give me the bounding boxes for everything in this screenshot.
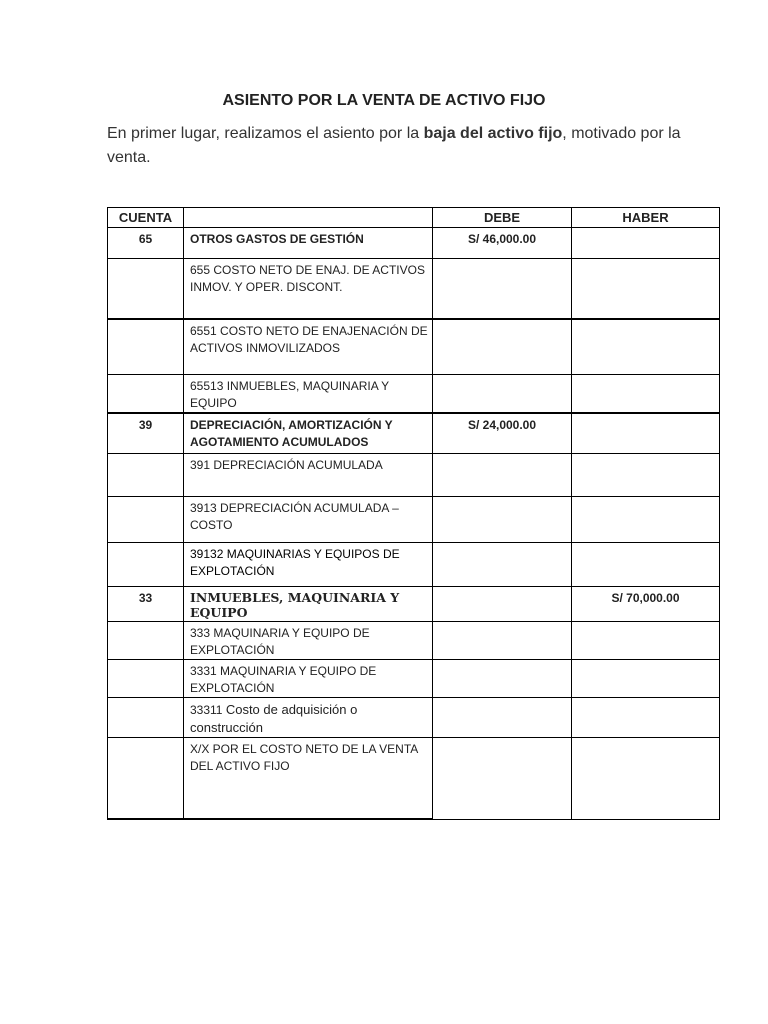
cell-cuenta: 33 xyxy=(108,586,184,621)
cell-debe xyxy=(433,259,572,319)
cell-description xyxy=(184,697,433,737)
table-row xyxy=(108,659,720,697)
table-header-row xyxy=(108,208,720,228)
table-row xyxy=(108,621,720,659)
cell-haber xyxy=(572,413,720,453)
cell-debe xyxy=(433,621,572,659)
cell-cuenta xyxy=(108,542,184,586)
table-row xyxy=(108,453,720,496)
cell-debe xyxy=(433,659,572,697)
cell-haber xyxy=(572,621,720,659)
cell-haber xyxy=(572,542,720,586)
cell-description: OTROS GASTOS DE GESTIÓN xyxy=(184,228,433,259)
cell-haber xyxy=(572,453,720,496)
cell-cuenta xyxy=(108,737,184,819)
journal-entry-table xyxy=(107,207,720,820)
table-row xyxy=(108,375,720,414)
cell-cuenta xyxy=(108,453,184,496)
cell-cuenta xyxy=(108,496,184,542)
cell-description: 333 MAQUINARIA Y EQUIPO DE EXPLOTACIÓN xyxy=(184,621,433,659)
cell-haber xyxy=(572,375,720,414)
cell-description: 6551 COSTO NETO DE ENAJENACIÓN DE ACTIVOS INMOVILIZADOS xyxy=(184,319,433,375)
cell-cuenta xyxy=(108,319,184,375)
cell-haber xyxy=(572,737,720,819)
intro-text-end: , motivado por la venta. xyxy=(107,125,681,166)
cell-cuenta: 39 xyxy=(108,413,184,453)
cell-haber xyxy=(572,659,720,697)
header-cuenta: CUENTA xyxy=(108,208,184,228)
cell-description: INMUEBLES, MAQUINARIA Y EQUIPO xyxy=(184,586,433,621)
cell-cuenta: 65 xyxy=(108,228,184,259)
cell-debe xyxy=(433,496,572,542)
cell-debe xyxy=(433,453,572,496)
table-row xyxy=(108,319,720,375)
cell-debe: S/ 24,000.00 xyxy=(433,413,572,453)
header-debe: DEBE xyxy=(433,208,572,228)
cell-description: 65513 INMUEBLES, MAQUINARIA Y EQUIPO xyxy=(184,375,433,414)
cell-cuenta xyxy=(108,375,184,414)
intro-text-start: En primer lugar, realizamos el asiento por la xyxy=(107,125,424,142)
cell-cuenta xyxy=(108,259,184,319)
cell-haber xyxy=(572,259,720,319)
table-row xyxy=(108,228,720,259)
intro-text-bold: baja del activo fijo xyxy=(423,125,563,142)
table-row xyxy=(108,697,720,737)
cell-description: DEPRECIACIÓN, AMORTIZACIÓN Y AGOTAMIENTO ACUMULADOS xyxy=(184,413,433,453)
cell-cuenta xyxy=(108,659,184,697)
cell-description: 391 DEPRECIACIÓN ACUMULADA xyxy=(184,453,433,496)
cell-debe xyxy=(433,737,572,819)
document-title: ASIENTO POR LA VENTA DE ACTIVO FIJO xyxy=(222,92,546,109)
cell-haber xyxy=(572,319,720,375)
cell-description: 655 COSTO NETO DE ENAJ. DE ACTIVOS INMOV. Y OPER. DISCONT. xyxy=(184,259,433,319)
header-haber: HABER xyxy=(572,208,720,228)
table-row xyxy=(108,413,720,453)
cell-description: X/X POR EL COSTO NETO DE LA VENTA DEL ACTIVO FIJO xyxy=(184,737,433,819)
cell-debe xyxy=(433,375,572,414)
cell-cuenta xyxy=(108,621,184,659)
cell-debe xyxy=(433,319,572,375)
account-description: Costo de adquisición o construcción xyxy=(190,701,358,735)
cell-description: 3331 MAQUINARIA Y EQUIPO DE EXPLOTACIÓN xyxy=(184,659,433,697)
header-description xyxy=(184,208,433,228)
cell-description: 3913 DEPRECIACIÓN ACUMULADA – COSTO xyxy=(184,496,433,542)
cell-debe xyxy=(433,542,572,586)
cell-cuenta xyxy=(108,697,184,737)
cell-haber xyxy=(572,228,720,259)
table-row xyxy=(108,737,720,819)
table-row xyxy=(108,496,720,542)
cell-debe xyxy=(433,697,572,737)
table-row xyxy=(108,259,720,319)
table-row xyxy=(108,542,720,586)
intro-paragraph xyxy=(107,122,707,170)
cell-debe xyxy=(433,586,572,621)
cell-description: 39132 MAQUINARIAS Y EQUIPOS DE EXPLOTACIÓN xyxy=(184,542,433,586)
cell-haber: S/ 70,000.00 xyxy=(572,586,720,621)
cell-debe: S/ 46,000.00 xyxy=(433,228,572,259)
cell-haber xyxy=(572,697,720,737)
cell-haber xyxy=(572,496,720,542)
table-row xyxy=(108,586,720,621)
account-code: 33311 xyxy=(190,702,223,717)
